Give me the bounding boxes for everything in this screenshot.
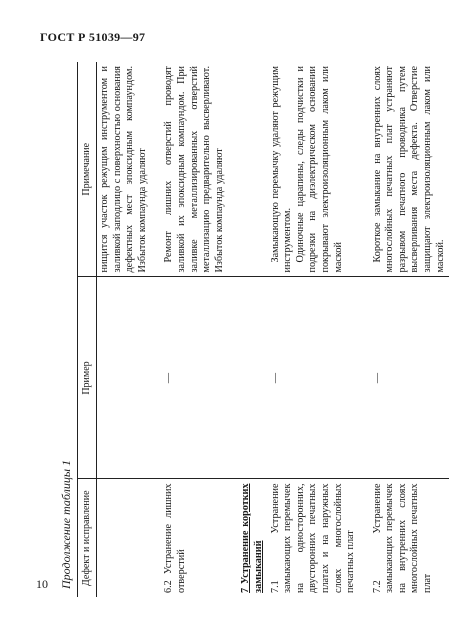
- page-number: 10: [36, 577, 48, 591]
- defects-table: [77, 62, 449, 597]
- defect-cell: 6.2 Устранение лишних отверстий: [163, 483, 187, 593]
- example-cell: [97, 277, 152, 479]
- note-cell: [161, 62, 228, 277]
- defect-cell: 7.2 Устранение замыкающих перемычек на внутренних слоях многослойных печатных плат: [371, 483, 434, 593]
- table-row: [268, 62, 360, 597]
- example-cell: —: [370, 277, 449, 479]
- table-row: [161, 62, 228, 597]
- example-cell: [238, 277, 267, 479]
- column-header-note: Примечание: [78, 62, 97, 277]
- table-row: [238, 62, 267, 597]
- column-header-defect: Дефект и исправление: [78, 479, 97, 597]
- example-cell: —: [161, 277, 228, 479]
- note-cell: [268, 62, 360, 277]
- section-heading: 7 Устранение коротких замыканий: [240, 483, 264, 593]
- note-paragraph: Замыкающую перемычку удаляют режущим инструментом.: [269, 66, 294, 273]
- note-paragraph: Ремонт лишних отверстий проводят заливкой их эпоксидным компаундом. При заливке металлизированных отверстий металлизацию предварительно высверливают. Избыток компаунда удаляют: [163, 66, 225, 273]
- note-cell: [238, 62, 267, 277]
- defect-cell: [97, 479, 152, 597]
- section-heading-cell: [238, 479, 267, 597]
- document-header: ГОСТ Р 51039—97: [40, 30, 146, 44]
- note-paragraph: Одиночные царапины, следы подчистки и подрезки на диэлектрическом основании покрывают электроизоляционным лаком или маской: [294, 66, 344, 273]
- column-header-example: Пример: [78, 277, 97, 479]
- rotated-table-page: [55, 62, 446, 597]
- example-cell: —: [268, 277, 360, 479]
- note-paragraph: Короткое замыкание на внутренних слоях многослойных печатных плат устраняют разрывом печатного проводника путем высверливания места дефекта. Отверстие защищают электроизоляционным лаком или маской.: [371, 66, 446, 273]
- defect-cell: 7.1 Устранение замыкающих перемычек на односторонних, двусторонних печатных платах и на наружных слоях многослойных печатных плат: [269, 483, 357, 593]
- table-continuation-caption: Продолжение таблицы 1: [59, 459, 73, 589]
- note-cell: [370, 62, 449, 277]
- table-row: [370, 62, 449, 597]
- table-row: [97, 62, 152, 597]
- table-header-row: [78, 62, 97, 597]
- note-cell: нищится участок режущим инструментом и заливкой заподлицо с поверхностью основания дефектных мест эпоксидным компаундом. Избыток компаунда удаляют: [97, 62, 152, 277]
